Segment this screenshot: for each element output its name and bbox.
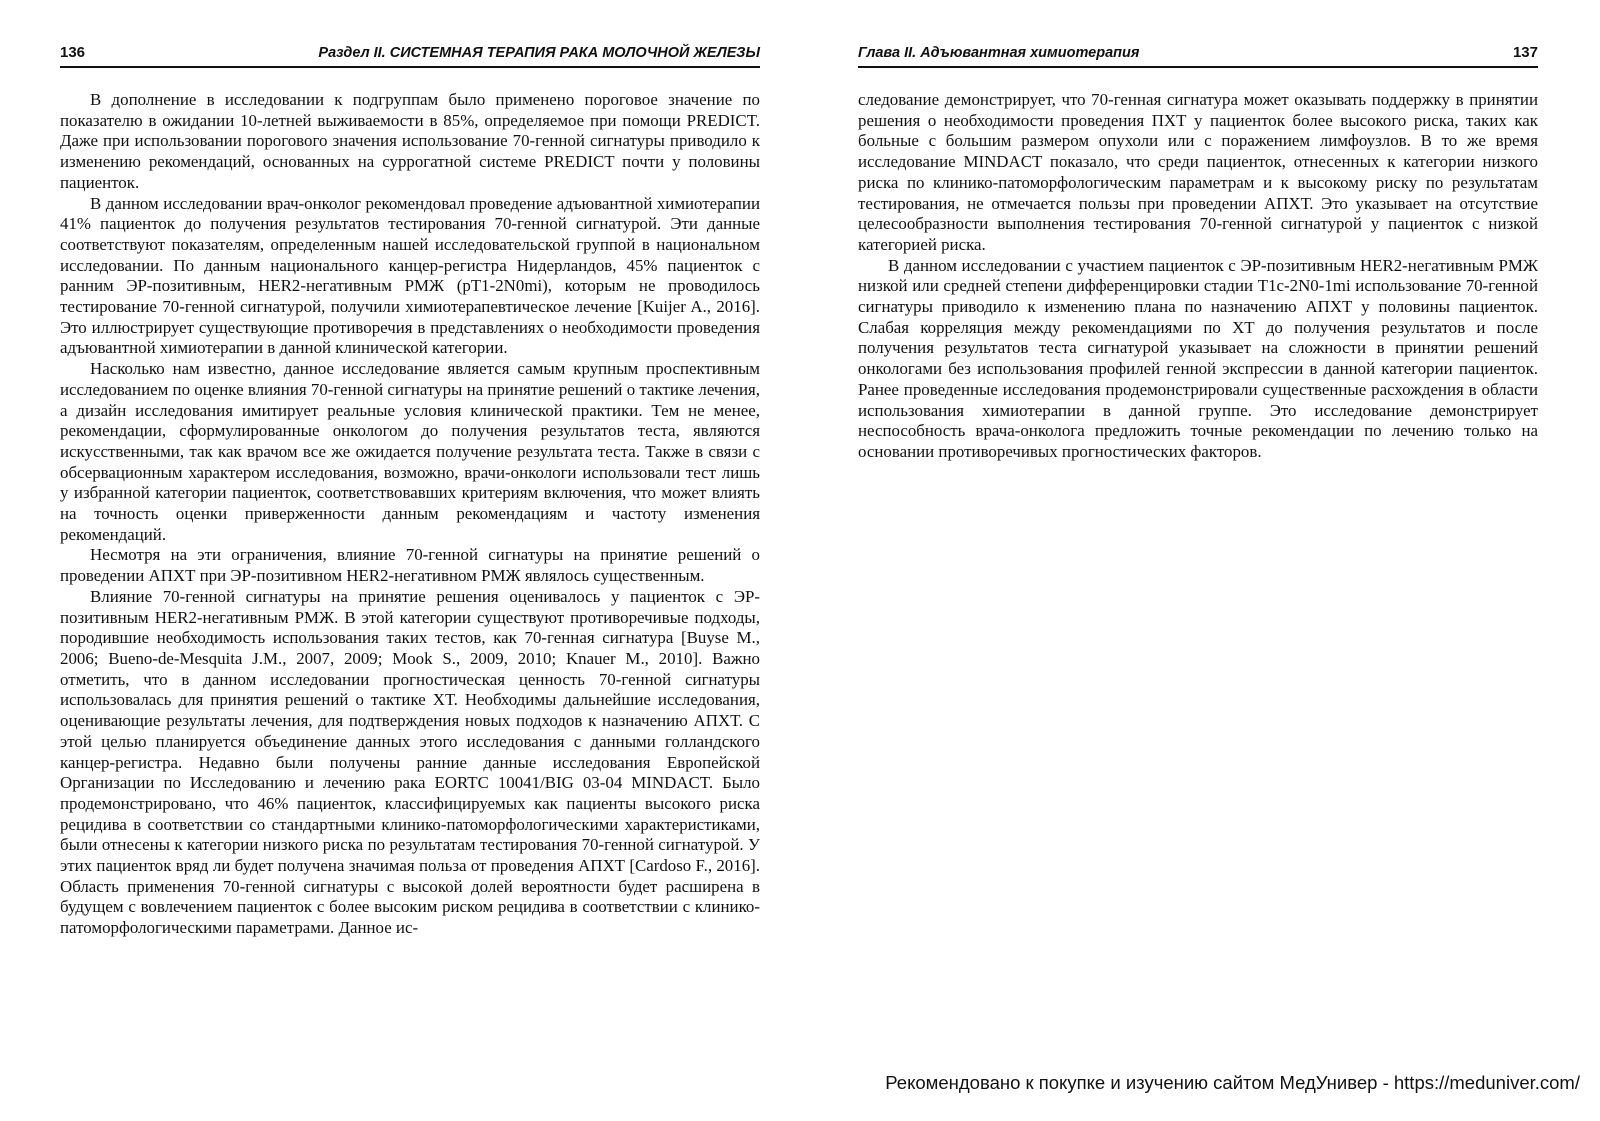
right-page-header (858, 44, 1538, 68)
page-number: 136 (60, 44, 86, 61)
paragraph: В дополнение в исследовании к подгруппам было применено пороговое значение по показателю в ожидании 10-летней выживаемости в 85%, определяемое при помощи PREDICT. Даже при использовании порогового значения использование 70-генной сигнатуры приводило к изменению рекомендаций, основанных на суррогатной системе PREDICT почти у половины пациенток. (60, 90, 760, 192)
chapter-title: Глава II. Адъювантная химиотерапия (858, 45, 1140, 61)
right-page-body (858, 90, 1538, 463)
paragraph: Несмотря на эти ограничения, влияние 70-генной сигнатуры на принятие решений о проведении АПХТ при ЭР-позитивном HER2-негативном РМЖ являлось существенным. (60, 545, 760, 586)
paragraph: В данном исследовании с участием пациенток с ЭР-позитивным HER2-негативным РМЖ низкой или средней степени дифференцировки стадии T1c-2N0-1mi использование 70-генной сигнатуры приводило к изменению плана по назначению АПХТ у половины пациенток. Слабая корреляция между рекомендациями по ХТ до получения результатов и после получения результатов теста сигнатурой указывает на сложности в принятии решений онкологами без использования профилей генной экспрессии в данной категории пациенток. Ранее проведенные исследования продемонстрировали существенные расхождения в области использования химиотерапии в данной группе. Это исследование демонстрирует неспособность врача-онколога предложить точные рекомендации по лечению только на основании противоречивых прогностических факторов. (858, 255, 1538, 461)
section-title: Раздел II. СИСТЕМНАЯ ТЕРАПИЯ РАКА МОЛОЧНОЙ ЖЕЛЕЗЫ (318, 45, 760, 61)
right-page (858, 0, 1538, 1121)
left-page-header (60, 44, 760, 68)
left-page (60, 0, 760, 1121)
paragraph: следование демонстрирует, что 70-генная сигнатура может оказывать поддержку в принятии решения о необходимости проведения ПХТ у пациенток более высокого риска, таких как больные с большим размером опухоли или с поражением лимфоузлов. В то же время исследование MINDACT показало, что среди пациенток, отнесенных к категории низкого риска по клинико-патоморфологическим параметрам и к высокому риску по результатам тестирования, не отмечается пользы при проведении АПХТ. Это указывает на отсутствие целесообразности выполнения тестирования 70-генной сигнатурой у пациенток с низкой категорией риска. (858, 90, 1538, 254)
left-page-body (60, 90, 760, 939)
page-number: 137 (1512, 44, 1538, 61)
paragraph: Влияние 70-генной сигнатуры на принятие решения оценивалось у пациенток с ЭР-позитивным HER2-негативным РМЖ. В этой категории существуют противоречивые подходы, породившие необходимость использования таких тестов, как 70-генная сигнатура [Buyse M., 2006; Bueno-de-Mesquita J.M., 2007, 2009; Mook S., 2009, 2010; Knauer M., 2010]. Важно отметить, что в данном исследовании прогностическая ценность 70-генной сигнатуры использовалась для принятия решений о тактике ХТ. Необходимы дальнейшие исследования, оценивающие результаты лечения, для подтверждения новых подходов к назначению АПХТ. С этой целью планируется объединение данных этого исследования с данными голландского канцер-регистра. Недавно были получены ранние данные исследования Европейской Организации по Исследованию и лечению рака EORTC 10041/BIG 03-04 MINDACT. Было продемонстрировано, что 46% пациенток, классифицируемых как пациенты высокого риска рецидива в соответствии со стандартными клинико-патоморфологическими характеристиками, были отнесены к категории низкого риска по результатам тестирования 70-генной сигнатурой. У этих пациенток вряд ли будет получена значимая польза от проведения АПХТ [Cardoso F., 2016]. Область применения 70-генной сигнатуры с высокой долей вероятности будет расширена в будущем с вовлечением пациенток с более высоким риском рецидива в соответствии с клинико-патоморфологическими параметрами. Данное ис- (60, 586, 760, 938)
footer-recommendation: Рекомендовано к покупке и изучению сайтом МедУнивер - https://meduniver.com/ (885, 1072, 1580, 1093)
paragraph: В данном исследовании врач-онколог рекомендовал проведение адъювантной химиотерапии 41% пациенток до получения результатов тестирования 70-генной сигнатурой. Эти данные соответствуют показателям, определенным нашей исследовательской группой в национальном исследовании. По данным национального канцер-регистра Нидерландов, 45% пациенток с ранним ЭР-позитивным, HER2-негативным РМЖ (pT1-2N0mi), которым не проводилось тестирование 70-генной сигнатурой, получили химиотерапевтическое лечение [Kuijer A., 2016]. Это иллюстрирует существующие противоречия в представлениях о необходимости проведения адъювантной химиотерапии в данной клинической категории. (60, 193, 760, 358)
paragraph: Насколько нам известно, данное исследование является самым крупным проспективным исследованием по оценке влияния 70-генной сигнатуры на принятие решений о тактике лечения, а дизайн исследования имитирует реальные условия клинической практики. Тем не менее, рекомендации, сформулированные онкологом до получения результатов теста, являются искусственными, так как врачом все же ожидается получение результата теста. Также в связи с обсервационным характером исследования, возможно, врачи-онкологи использовали тест лишь у избранной категории пациенток, соответствовавших критериям включения, что может влиять на точность оценки приверженности данным рекомендациям и частоту изменения рекомендаций. (60, 359, 760, 544)
